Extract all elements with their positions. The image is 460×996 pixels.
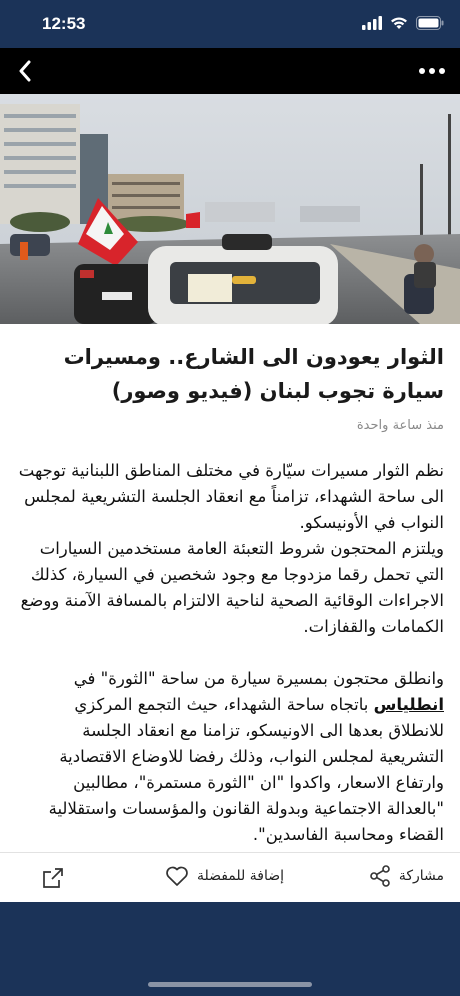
open-external-icon xyxy=(42,867,64,889)
add-favorite-button[interactable] xyxy=(165,865,284,887)
bottom-safe-area xyxy=(0,902,460,996)
paragraph xyxy=(16,666,444,848)
nav-bar xyxy=(0,48,460,94)
more-dots-icon xyxy=(429,68,435,74)
more-dots-icon xyxy=(439,68,445,74)
back-chevron-icon xyxy=(18,60,32,82)
signal-icon xyxy=(362,16,382,30)
article-body xyxy=(16,458,444,848)
article-headline: الثوار يعودون الى الشارع.. ومسيرات سيارة تجوب لبنان (فيديو وصور) xyxy=(63,345,444,403)
home-indicator[interactable] xyxy=(148,982,312,987)
share-icon xyxy=(369,865,391,887)
hero-photo xyxy=(0,94,460,324)
paragraph-text: وانطلق محتجون بمسيرة سيارة من ساحة "الثورة" في xyxy=(73,669,444,688)
share-button[interactable] xyxy=(369,865,444,887)
status-bar xyxy=(0,0,460,48)
article-timestamp: منذ ساعة واحدة xyxy=(356,418,444,433)
heart-icon xyxy=(165,865,189,887)
open-external-button[interactable] xyxy=(42,867,64,889)
article-action-bar xyxy=(0,852,460,902)
status-icons xyxy=(362,16,444,30)
share-label: مشاركة xyxy=(398,868,444,884)
status-time: 12:53 xyxy=(42,14,86,33)
back-button[interactable] xyxy=(8,54,42,88)
article-content xyxy=(0,324,460,852)
paragraph-text: باتجاه ساحة الشهداء، حيث التجمع المركزي للانطلاق بعدها الى الاونيسكو، تزامنا مع انعقاد الجلسة التشريعية لمجلس النواب، وذلك رفضا للاوضاع الاقتصادية وارتفاع الاسعار، واكدوا "ان "الثورة مستمرة"، مطالبين "بالعدالة الاجتماعية وبدولة القانون والمؤسسات واستقلالية القضاء ومحاسبة الفاسدين". xyxy=(48,695,444,844)
wifi-icon xyxy=(390,16,408,30)
battery-icon xyxy=(416,16,444,30)
paragraph-spacer xyxy=(16,640,444,666)
paragraph: نظم الثوار مسيرات سيّارة في مختلف المناطق اللبنانية توجهت الى ساحة الشهداء، تزامناً مع انعقاد الجلسة التشريعية لمجلس النواب في الأونيسكو. xyxy=(18,461,444,532)
favorite-label: إضافة للمفضلة xyxy=(196,868,284,884)
location-link[interactable]: انطلياس xyxy=(373,695,444,714)
more-options-button[interactable] xyxy=(412,54,452,88)
paragraph: ويلتزم المحتجون شروط التعبئة العامة مستخدمين السيارات التي تحمل رقما مزدوجا مع وجود شخصين في السيارة، كذلك الاجراءات الوقائية الصحية لناحية الالتزام بالمسافة الآمنة ووضع الكمامات والقفازات. xyxy=(20,539,444,636)
more-dots-icon xyxy=(419,68,425,74)
article-hero-image xyxy=(0,94,460,324)
